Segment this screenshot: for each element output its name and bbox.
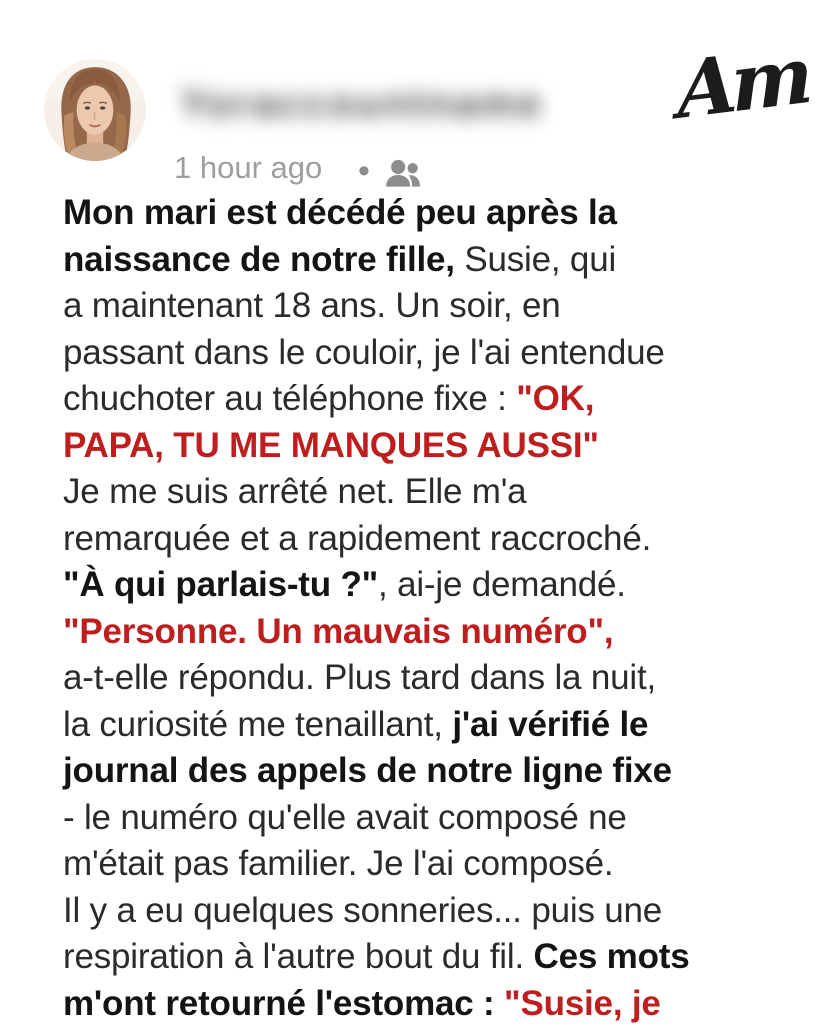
text-run-normal: Il y a eu quelques sonneries... puis une (63, 890, 663, 930)
post-line (63, 562, 793, 609)
text-run-bold: Ces mots (533, 937, 690, 976)
text-run-normal: la curiosité me tenaillant, (63, 704, 453, 744)
post-line (63, 609, 793, 656)
friends-icon (382, 158, 424, 189)
post-line (63, 655, 793, 702)
text-run-normal: passant dans le couloir, je l'ai entendue (63, 332, 665, 372)
text-run-bold: naissance de notre fille, (63, 239, 455, 279)
text-run-red: "OK, (516, 379, 595, 418)
text-run-normal: chuchoter au téléphone fixe : (63, 379, 517, 418)
post-line (63, 190, 793, 237)
post-line (63, 516, 793, 563)
text-run-bold: journal des appels de notre ligne fixe (63, 751, 672, 790)
post-line (63, 423, 793, 470)
post-line (63, 283, 793, 330)
post-line (63, 702, 793, 749)
username[interactable]: Yoraccountname (180, 82, 544, 126)
timestamp[interactable]: 1 hour ago (174, 150, 323, 185)
post-line (63, 748, 793, 795)
post-line (63, 330, 793, 377)
text-run-normal: Susie, qui (454, 239, 617, 279)
post-line (63, 841, 793, 888)
post-line (63, 237, 793, 284)
text-run-normal: , ai-je demandé. (378, 565, 626, 604)
text-run-bold: m'ont retourné l'estomac : (63, 983, 505, 1023)
text-run-bold: Mon mari est décédé peu après la (63, 193, 617, 232)
text-run-bold: j'ai vérifié le (452, 704, 649, 744)
text-run-bold: "À qui parlais-tu ?" (63, 565, 379, 604)
post-line (63, 981, 793, 1024)
am-logo: Am (674, 29, 810, 138)
avatar[interactable] (44, 59, 146, 161)
woman-portrait-icon (44, 59, 146, 161)
text-run-red: "Personne. Un mauvais numéro", (63, 611, 614, 651)
post-body (63, 190, 793, 1024)
post-line (63, 469, 793, 516)
text-run-normal: a maintenant 18 ans. Un soir, en (63, 286, 561, 325)
post-line (63, 934, 793, 981)
text-run-normal: Je me suis arrêté net. Elle m'a (63, 472, 527, 511)
text-run-normal: respiration à l'autre bout du fil. (63, 937, 534, 976)
post-line (63, 795, 793, 842)
text-run-normal: a-t-elle répondu. Plus tard dans la nuit, (63, 658, 656, 697)
text-run-normal: remarquée et a rapidement raccroché. (63, 518, 652, 558)
text-run-normal: - le numéro qu'elle avait composé ne (63, 797, 627, 837)
text-run-red: "Susie, je (504, 983, 661, 1023)
text-run-red: PAPA, TU ME MANQUES AUSSI" (63, 425, 599, 465)
post-line (63, 888, 793, 935)
privacy-indicator (358, 152, 424, 190)
text-run-normal: m'était pas familier. Je l'ai composé. (63, 844, 614, 883)
dot-separator: • (358, 152, 370, 190)
post-line (63, 376, 793, 423)
